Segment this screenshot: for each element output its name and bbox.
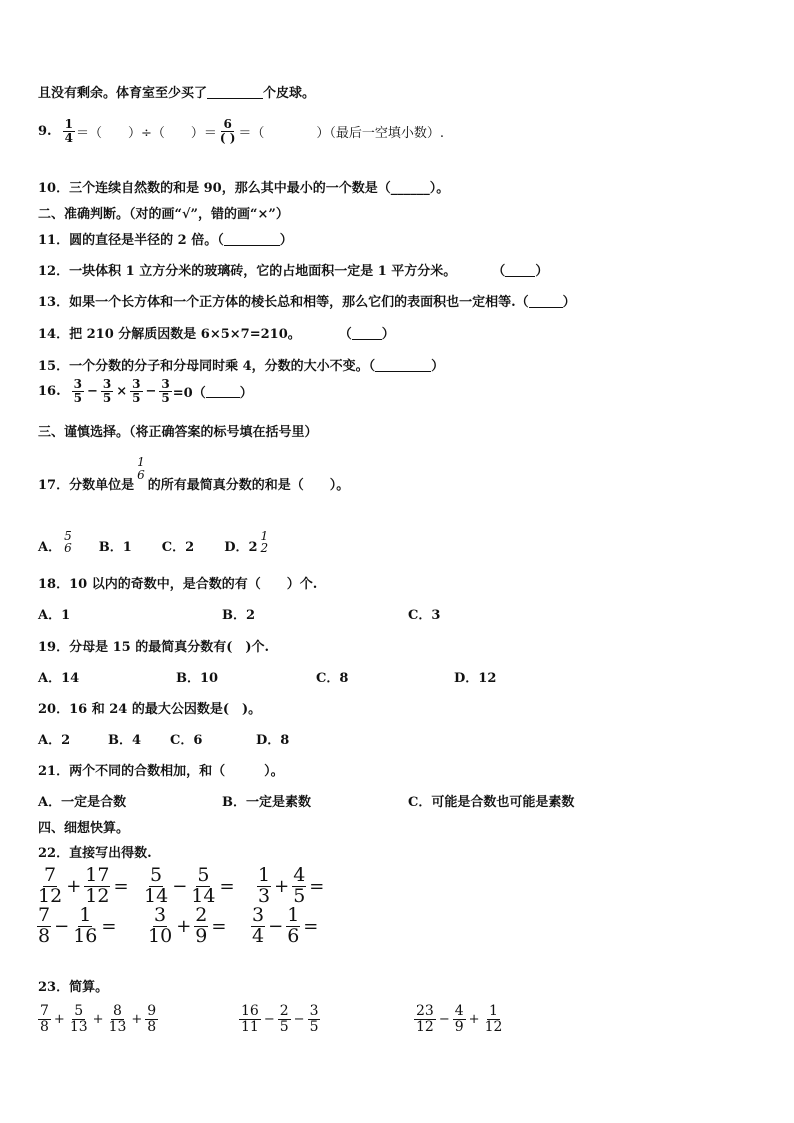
operator: +	[53, 1011, 65, 1027]
fraction	[483, 1004, 505, 1034]
option-c[interactable]: C．2	[161, 540, 195, 555]
numerator: 9	[147, 1003, 157, 1019]
fraction	[145, 1004, 158, 1034]
option-d[interactable]: D．12	[454, 671, 497, 686]
denominator: 11	[241, 1018, 259, 1035]
option-b[interactable]: B．4	[108, 733, 142, 748]
top-line: 且没有剩余。体育室至少买了 个皮球。	[38, 86, 316, 101]
answer-blank[interactable]	[207, 86, 263, 99]
fraction	[68, 1004, 90, 1034]
expression: $\frac{5}{14}$ − $\frac{5}{14}$ =	[144, 864, 235, 907]
fraction: $\frac{1}{4}$	[64, 117, 73, 145]
denominator: 9	[454, 1018, 464, 1035]
denominator: 5	[309, 1018, 319, 1035]
fraction: 1 6	[137, 454, 145, 482]
question-15: 15．一个分数的分子和分母同时乘 4，分数的大小不变。（ ）	[38, 359, 445, 374]
fraction: $\frac{3}{5}$	[73, 377, 82, 405]
fraction: $\frac{3}{5}$	[132, 377, 141, 405]
numerator: 16	[241, 1003, 259, 1019]
question-9: 9. $\frac{1}{4}$ ＝（ ）÷（ ）＝ $\frac{6}{( )}$ ＝（ ）（最后一空填小数）.	[38, 117, 445, 145]
fraction: 5 6	[64, 528, 72, 556]
denominator: 13	[69, 1018, 88, 1035]
fraction	[414, 1004, 436, 1034]
answer-blank[interactable]	[375, 359, 431, 372]
operator: −	[293, 1011, 305, 1027]
fraction: $\frac{3}{5}$	[102, 377, 112, 405]
numerator: 3	[309, 1003, 319, 1019]
numerator: 7	[40, 1003, 49, 1019]
option-c[interactable]: C．6	[170, 733, 203, 748]
option-a[interactable]: A． 5 6	[38, 528, 72, 556]
option-c[interactable]: C．可能是合数也可能是素数	[408, 795, 575, 810]
simplify-expression-3	[413, 1004, 505, 1034]
denominator: 12	[484, 1018, 503, 1035]
fraction: $\frac{3}{5}$	[161, 377, 170, 405]
section-3-heading: 三、谨慎选择。（将正确答案的标号填在括号里）	[38, 425, 318, 440]
question-20: 20．16 和 24 的最大公因数是( )。	[38, 702, 262, 717]
fraction	[453, 1004, 466, 1034]
answer-blank[interactable]	[206, 385, 240, 398]
expression: $\frac{7}{8}$ − $\frac{1}{16}$ =	[38, 904, 117, 947]
fraction	[107, 1004, 129, 1034]
question-17: 17．分数单位是 1 6 的所有最简真分数的和是（ ）。	[38, 454, 350, 493]
question-17-options	[38, 514, 271, 555]
answer-blank[interactable]	[224, 233, 280, 246]
section-2-heading: 二、准确判断。（对的画“√”，错的画“×”）	[38, 207, 289, 222]
option-a[interactable]: A．14	[38, 671, 80, 686]
option-a[interactable]: A．1	[38, 608, 71, 623]
answer-blank[interactable]	[529, 295, 563, 308]
fraction: $\frac{6}{( )}$	[219, 117, 236, 145]
numerator: 4	[454, 1003, 464, 1019]
question-14: 14．把 210 分解质因数是 6×5×7=210。 （ ）	[38, 327, 395, 342]
simplify-expression-1	[37, 1004, 159, 1034]
question-21: 21．两个不同的合数相加，和（ ）。	[38, 764, 284, 779]
option-a[interactable]: A．2	[38, 733, 71, 748]
question-22: 22．直接写出得数.	[38, 846, 152, 861]
option-b[interactable]: B．2	[222, 608, 256, 623]
expression: $\frac{1}{3}$ + $\frac{4}{5}$ =	[258, 864, 325, 907]
numerator: 23	[416, 1003, 434, 1019]
question-18: 18．10 以内的奇数中，是合数的有（ ）个.	[38, 577, 318, 592]
answer-blank[interactable]	[352, 327, 382, 340]
answer-blank[interactable]	[505, 264, 535, 277]
option-b[interactable]: B．10	[176, 671, 219, 686]
option-c[interactable]: C．8	[316, 671, 349, 686]
operator: +	[131, 1011, 143, 1027]
denominator: 5	[279, 1018, 289, 1035]
fraction	[278, 1004, 291, 1034]
numerator: 8	[113, 1003, 122, 1019]
question-16: 16. $\frac{3}{5}$ − $\frac{3}{5}$ × $\frac{3}{5}$ − $\frac{3}{5}$ =0（ ）	[38, 377, 253, 405]
option-b[interactable]: B．一定是素数	[222, 795, 311, 810]
question-11: 11．圆的直径是半径的 2 倍。（ ）	[38, 233, 293, 248]
option-a[interactable]: A．一定是合数	[38, 795, 127, 810]
expression: $\frac{7}{12}$ + $\frac{17}{12}$ =	[38, 864, 129, 907]
numerator: 5	[74, 1003, 84, 1019]
denominator: 13	[108, 1018, 127, 1035]
numerator: 2	[279, 1003, 289, 1019]
fraction	[239, 1004, 261, 1034]
section-4-heading: 四、细想快算。	[38, 821, 130, 836]
expression: $\frac{3}{10}$ + $\frac{2}{9}$ =	[148, 904, 227, 947]
operator: −	[438, 1011, 450, 1027]
denominator: 8	[147, 1018, 157, 1035]
fraction	[38, 1004, 51, 1034]
question-13: 13．如果一个长方体和一个正方体的棱长总和相等，那么它们的表面积也一定相等.（ ）	[38, 295, 576, 310]
question-10: 10．三个连续自然数的和是 90，那么其中最小的一个数是（______）。	[38, 181, 450, 196]
fraction: 1 2	[260, 528, 269, 556]
operator: −	[263, 1011, 275, 1027]
simplify-expression-2	[238, 1004, 321, 1034]
operator: +	[92, 1011, 104, 1027]
numerator: 1	[489, 1003, 498, 1019]
option-b[interactable]: B．1	[98, 540, 132, 555]
operator: +	[468, 1011, 480, 1027]
denominator: 8	[40, 1018, 49, 1035]
expression: $\frac{3}{4}$ − $\frac{1}{6}$ =	[252, 904, 319, 947]
fraction	[308, 1004, 321, 1034]
denominator: 12	[416, 1018, 434, 1035]
option-d[interactable]: D．8	[256, 733, 290, 748]
option-d[interactable]: D．2 1 2	[224, 528, 269, 556]
question-12: 12．一块体积 1 立方分米的玻璃砖，它的占地面积一定是 1 平方分米。 （ ）	[38, 264, 549, 279]
question-23: 23．简算。	[38, 980, 109, 995]
option-c[interactable]: C．3	[408, 608, 441, 623]
question-19: 19．分母是 15 的最简真分数有( )个.	[38, 640, 270, 655]
